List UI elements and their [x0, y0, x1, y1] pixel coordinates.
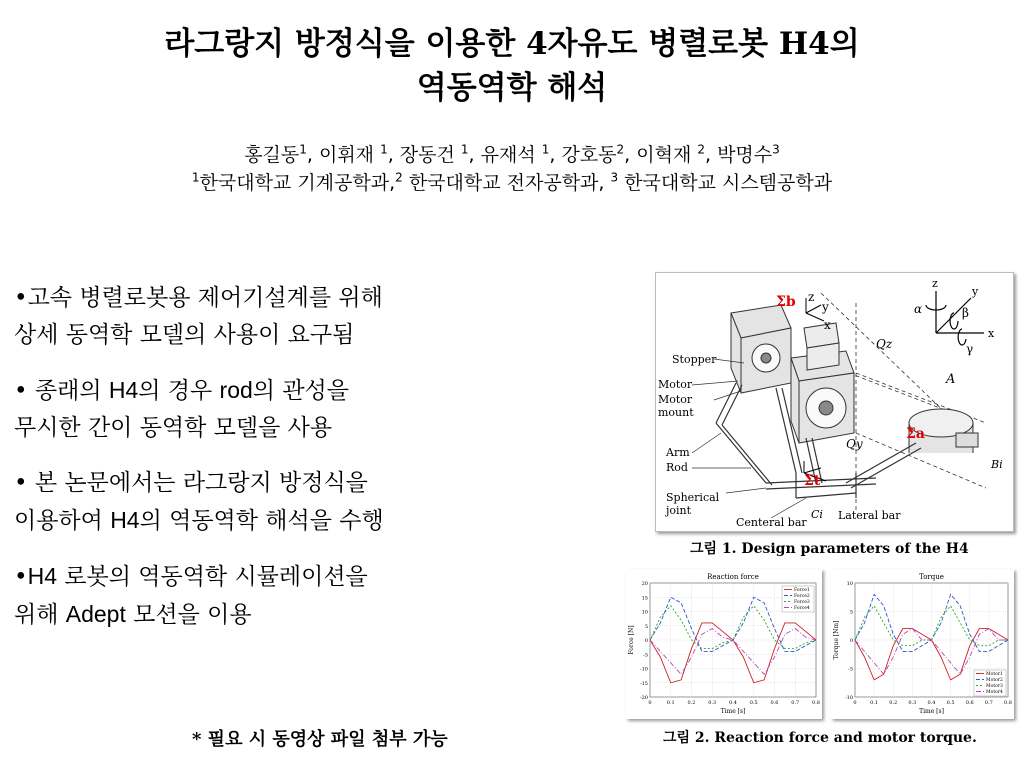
x-tick-label: 0.8: [812, 700, 820, 706]
author-sup: 1: [541, 142, 550, 157]
torque-plot: [831, 569, 1014, 719]
ci-label: Ci: [811, 508, 823, 521]
frame-z-label: z: [932, 277, 938, 290]
affiliation-text: 한국대학교 시스템공학과: [618, 172, 833, 194]
chart-title: Reaction force: [707, 573, 759, 581]
motor-mount-label-2: mount: [658, 406, 694, 419]
y-tick-label: -5: [848, 666, 853, 673]
beta-label: β: [962, 306, 969, 320]
motor-mount-label-1: Motor: [658, 393, 693, 406]
frame-y-label: y: [972, 285, 979, 298]
affiliation-sup: 1: [191, 170, 200, 185]
author-name: , 박명수: [705, 144, 773, 166]
bullet-item: [14, 465, 614, 540]
y-tick-label: 15: [641, 595, 648, 602]
page-title: [0, 22, 1024, 110]
lateral-bar-label: Lateral bar: [838, 509, 901, 522]
motor-label: Motor: [658, 378, 693, 391]
author-name: 홍길동: [244, 144, 300, 166]
sigma-t-label: Σt: [804, 473, 821, 489]
legend-label: Motor1: [986, 672, 1003, 677]
qz-label: Qz: [876, 337, 893, 351]
bullet-text: 의 역동역학 해석을 수행: [139, 508, 384, 534]
bullet-item: [14, 280, 614, 354]
figure-1-robot-diagram: [655, 272, 1014, 532]
authors-block: [0, 141, 1024, 197]
figure-1-caption: [690, 538, 969, 558]
caption-text: 1. Design parameters of the H4: [717, 541, 969, 557]
reaction-force-plot: [626, 569, 822, 719]
bullet-mark: •: [14, 564, 28, 590]
arm-label: Arm: [666, 446, 690, 459]
video-note: * 필요 시 동영상 파일 첨부 가능: [192, 729, 448, 750]
bullet-text: H4: [110, 507, 140, 533]
qy-label: Qy: [846, 437, 863, 451]
author-sup: 2: [616, 142, 625, 157]
legend-label: Force4: [794, 606, 810, 611]
author-sup: 1: [380, 142, 388, 157]
legend-label: Force2: [794, 594, 810, 599]
y-tick-label: 0: [644, 638, 648, 644]
author-sup: 3: [772, 142, 780, 157]
x-tick-label: 0.8: [1004, 700, 1012, 706]
bullet-mark: •: [14, 378, 35, 404]
x-tick-label: 0.4: [927, 700, 936, 706]
reaction-force-chart: [626, 569, 822, 719]
x-tick-label: 0.7: [791, 700, 800, 706]
y-tick-label: 5: [644, 623, 648, 630]
y-axis-label: Torque [Nm]: [833, 620, 840, 660]
author-name: , 유재석: [468, 144, 542, 166]
bullet-list: [14, 280, 614, 652]
bullet-text: 로봇의 역동역학 시뮬레이션을: [56, 564, 368, 590]
x-axis-label: Time [s]: [720, 708, 746, 715]
y-tick-label: 0: [849, 638, 853, 644]
author-name: , 이혁재: [624, 144, 698, 166]
caption-prefix: 그림: [690, 541, 718, 557]
x-tick-label: 0.5: [749, 700, 758, 706]
series-line-motor2: [855, 594, 1008, 651]
title-line-1: 라그랑지 방정식을 이용한 4자유도 병렬로봇 H4의: [164, 26, 860, 62]
robot-drawing: [656, 273, 1013, 531]
sigma-b-label: Σb: [776, 294, 796, 310]
x-tick-label: 0.5: [946, 700, 955, 706]
author-name: , 이휘재: [306, 144, 381, 166]
bullet-text: 고속 병렬로봇용 제어기설계를 위해: [27, 285, 383, 311]
affiliation-line: [0, 169, 1024, 197]
axis-z-label: z: [808, 290, 815, 304]
legend-label: Motor2: [986, 678, 1003, 683]
chart-title: Torque: [919, 573, 944, 581]
y-tick-label: 20: [641, 581, 648, 587]
frame-x-label: x: [988, 327, 995, 340]
central-bar-label: Centeral bar: [736, 516, 807, 529]
affiliation-text: 한국대학교 기계공학과,: [199, 172, 396, 194]
bullet-text: 모션을 이용: [125, 602, 252, 628]
figure-2-caption: [663, 727, 977, 747]
author-sup: 1: [460, 142, 469, 157]
bullet-text: 이용하여: [14, 508, 111, 534]
y-tick-label: -10: [639, 666, 648, 673]
x-tick-label: 0: [853, 700, 857, 706]
bullet-item: [14, 372, 614, 447]
bullet-text: 무시한 간이 동역학 모델을 사용: [14, 415, 333, 441]
bullet-text: 본 논문에서는 라그랑지 방정식을: [34, 470, 368, 496]
x-tick-label: 0.3: [908, 700, 917, 706]
y-tick-label: -15: [639, 680, 648, 687]
bullet-text: Adept: [65, 601, 126, 627]
bi-label: Bi: [991, 458, 1003, 471]
affiliation-sup: 2: [395, 170, 403, 185]
legend-label: Motor4: [986, 690, 1003, 695]
axis-x-label: x: [824, 318, 831, 332]
x-tick-label: 0.2: [889, 700, 898, 706]
caption-prefix: 그림: [663, 730, 691, 746]
bullet-text: 종래의: [34, 378, 109, 404]
bullet-text: 의 관성을: [252, 378, 349, 404]
x-tick-label: 0.1: [666, 700, 675, 706]
gamma-label: γ: [966, 342, 974, 356]
x-tick-label: 0.6: [965, 700, 974, 706]
spherical-joint-label-2: joint: [666, 504, 692, 517]
bullet-item: [14, 558, 614, 634]
bullet-text: 위해: [14, 602, 66, 628]
stopper-label: Stopper: [672, 353, 717, 366]
alpha-label: α: [914, 302, 923, 316]
author-sup: 1: [299, 142, 307, 157]
x-tick-label: 0.7: [984, 700, 993, 706]
x-tick-label: 0: [648, 700, 652, 706]
x-axis-label: Time [s]: [919, 708, 944, 715]
author-line: [0, 141, 1024, 169]
legend-label: Motor3: [986, 684, 1003, 689]
bullet-text: H4: [108, 377, 139, 403]
torque-chart: [831, 569, 1014, 719]
bullet-text: rod: [219, 377, 253, 403]
x-tick-label: 0.6: [770, 700, 779, 706]
a-label: A: [946, 372, 956, 387]
bullet-text: 상세 동역학 모델의 사용이 요구됨: [14, 322, 355, 348]
y-tick-label: -5: [643, 652, 648, 659]
x-tick-label: 0.2: [687, 700, 696, 706]
caption-text: 2. Reaction force and motor torque.: [690, 730, 977, 746]
bullet-text: 의 경우: [138, 378, 220, 404]
y-tick-label: 10: [846, 581, 853, 587]
x-tick-label: 0.1: [870, 700, 879, 706]
legend-label: Force3: [794, 600, 810, 605]
rod-label: Rod: [666, 461, 688, 474]
author-name: , 강호동: [549, 144, 617, 166]
y-axis-label: Force [N]: [628, 625, 635, 655]
title-line-2: 역동역학 해석: [416, 70, 608, 106]
author-name: , 장동건: [387, 144, 461, 166]
bullet-mark: •: [14, 285, 28, 311]
author-sup: 2: [697, 142, 705, 157]
y-tick-label: 10: [641, 609, 648, 616]
y-tick-label: -10: [844, 695, 853, 701]
spherical-joint-label-1: Spherical: [666, 491, 720, 504]
legend-label: Force1: [794, 588, 810, 593]
bullet-mark: •: [14, 470, 35, 496]
bullet-text: H4: [27, 563, 57, 589]
y-tick-label: -20: [639, 695, 648, 701]
sigma-a-label: Σa: [906, 426, 925, 442]
affiliation-text: 한국대학교 전자공학과,: [402, 172, 611, 194]
x-tick-label: 0.3: [708, 700, 717, 706]
axis-y-label: y: [822, 300, 829, 314]
y-tick-label: 5: [849, 609, 853, 616]
x-tick-label: 0.4: [729, 700, 737, 706]
affiliation-sup: 3: [610, 170, 619, 185]
